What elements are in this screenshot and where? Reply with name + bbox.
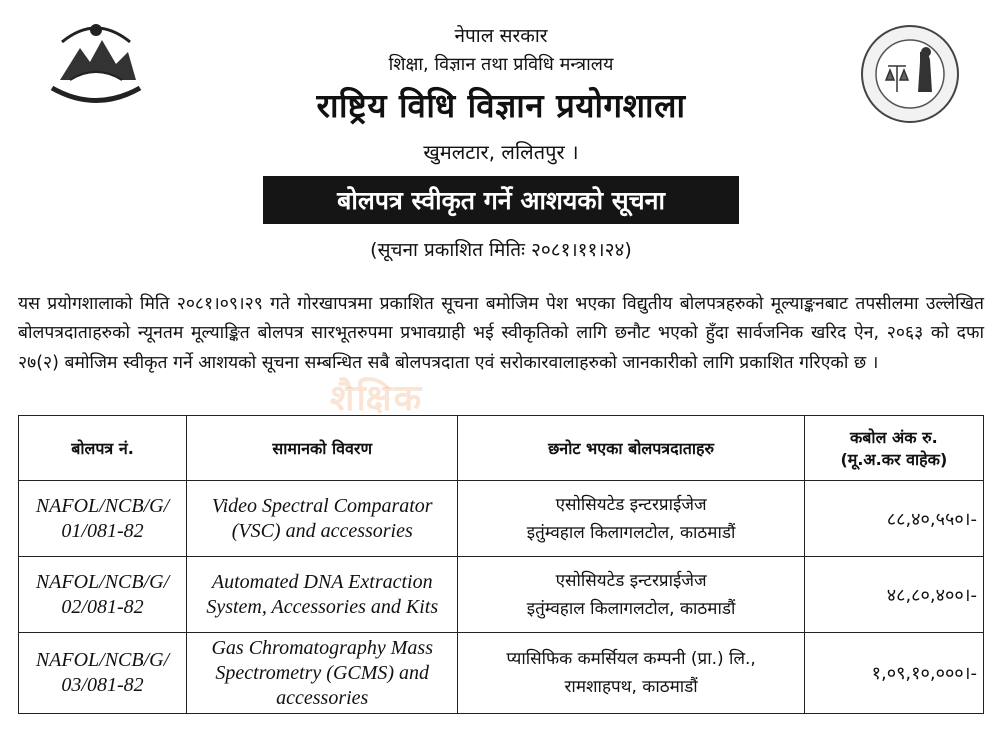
bidder-line2: इतुंम्वहाल किलागलटोल, काठमाडौं bbox=[526, 598, 736, 619]
bid-ref-line1: NAFOL/NCB/G/ bbox=[35, 570, 170, 593]
bid-ref-cell bbox=[19, 481, 187, 557]
publication-date: (सूचना प्रकाशित मितिः २०८१।११।२४) bbox=[370, 239, 632, 261]
item-line2: System, Accessories and Kits bbox=[206, 595, 439, 618]
item-line3: accessories bbox=[276, 686, 369, 709]
header-ref: बोलपत्र नं. bbox=[19, 416, 187, 481]
government-name: नेपाल सरकार bbox=[454, 25, 548, 47]
header-item: सामानको विवरण bbox=[187, 416, 458, 481]
amount-cell: ८८,४०,५५०।- bbox=[804, 481, 983, 557]
amount-cell: १,०९,१०,०००।- bbox=[804, 633, 983, 714]
bid-ref-line2: 02/081-82 bbox=[61, 595, 144, 618]
header-amount-line1: कबोल अंक रु. bbox=[850, 428, 938, 447]
table-row bbox=[19, 481, 984, 557]
watermark: शैक्षिक bbox=[330, 378, 424, 419]
bidder-line2: इतुंम्वहाल किलागलटोल, काठमाडौं bbox=[526, 522, 736, 543]
bidder-line1: एसोसियटेड इन्टरप्राईजेज bbox=[555, 570, 707, 591]
amount-cell: ४८,८०,४००।- bbox=[804, 557, 983, 633]
bidder-line1: प्यासिफिक कमर्सियल कम्पनी (प्रा.) लि., bbox=[506, 649, 756, 669]
bidder-line1: एसोसियटेड इन्टरप्राईजेज bbox=[555, 494, 707, 515]
lab-name: राष्ट्रिय विधि विज्ञान प्रयोगशाला bbox=[316, 86, 686, 125]
table-row bbox=[19, 633, 984, 714]
item-cell bbox=[187, 481, 458, 557]
item-line1: Video Spectral Comparator bbox=[211, 494, 433, 517]
bid-ref-line1: NAFOL/NCB/G/ bbox=[35, 494, 170, 517]
header-amount bbox=[804, 416, 983, 481]
ministry-name: शिक्षा, विज्ञान तथा प्रविधि मन्त्रालय bbox=[388, 54, 614, 75]
table-row bbox=[19, 557, 984, 633]
bidder-line2: रामशाहपथ, काठमाडौं bbox=[564, 677, 698, 697]
notice-title: बोलपत्र स्वीकृत गर्ने आशयको सूचना bbox=[263, 176, 739, 224]
bidder-cell bbox=[458, 557, 804, 633]
item-line1: Gas Chromatography Mass bbox=[211, 636, 433, 659]
bid-ref-cell bbox=[19, 557, 187, 633]
item-line1: Automated DNA Extraction bbox=[211, 570, 433, 593]
tender-table bbox=[18, 415, 984, 714]
bid-ref-line2: 03/081-82 bbox=[61, 674, 144, 696]
item-line2: Spectrometry (GCMS) and bbox=[215, 661, 430, 684]
table-header-row bbox=[19, 416, 984, 481]
bid-ref-line2: 01/081-82 bbox=[61, 519, 144, 542]
lab-address: खुमलटार, ललितपुर । bbox=[423, 140, 579, 164]
bid-ref-line1: NAFOL/NCB/G/ bbox=[35, 649, 170, 671]
bidder-cell bbox=[458, 481, 804, 557]
bidder-cell bbox=[458, 633, 804, 714]
item-line2: (VSC) and accessories bbox=[231, 519, 413, 542]
item-cell bbox=[187, 633, 458, 714]
header-bidder: छनोट भएका बोलपत्रदाताहरु bbox=[458, 416, 804, 481]
item-cell bbox=[187, 557, 458, 633]
header-amount-line2: (मू.अ.कर वाहेक) bbox=[840, 450, 948, 469]
notice-body: यस प्रयोगशालाको मिति २०८१।०९।२९ गते गोरखापत्रमा प्रकाशित सूचना बमोजिम पेश भएका विद्युतीय बोलपत्रहरुको मूल्याङ्कनबाट तपसीलमा उल्लेखित बोलपत्रदाताहरुको न्यूनतम मूल्याङ्कित बोलपत्र सारभूतरुपमा प्रभावग्राही भई स्वीकृतिको लागि छनौट भएको हुँदा सार्वजनिक खरिद ऐन, २०६३ को दफा २७(२) बमोजिम स्वीकृत गर्ने आशयको सूचना सम्बन्धित सबै बोलपत्रदाता एवं सरोकारवालाहरुको जानकारीको लागि प्रकाशित गरिएको छ । bbox=[18, 293, 984, 373]
bid-ref-cell bbox=[19, 633, 187, 714]
